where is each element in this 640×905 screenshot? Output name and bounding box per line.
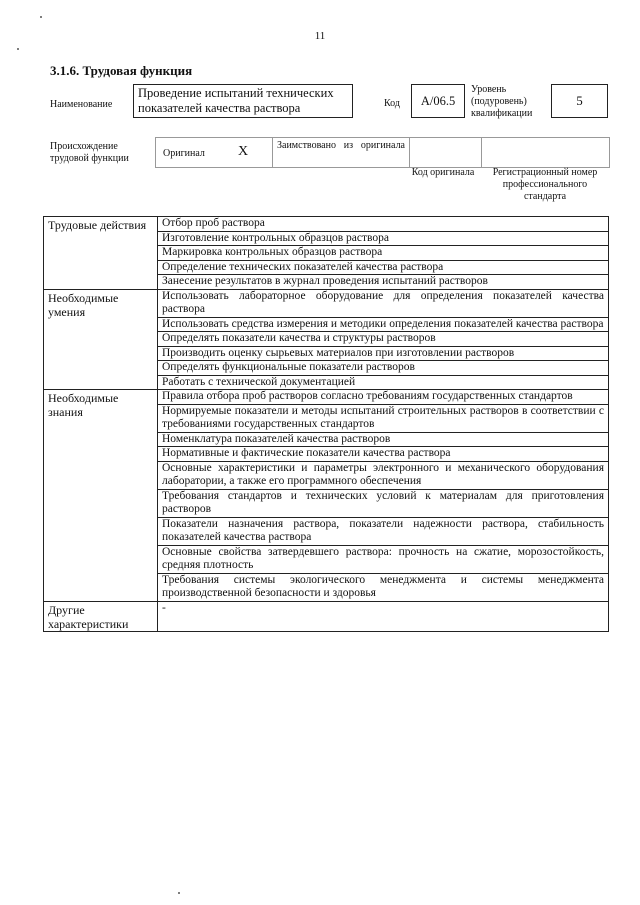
original-label: Оригинал bbox=[163, 148, 205, 159]
table-cell: Требования системы экологического менеджмента и системы менеджмента производственной безопасности и здоровья bbox=[158, 573, 609, 601]
table-cell: Определять функциональные показатели растворов bbox=[158, 361, 609, 376]
original-mark: X bbox=[238, 144, 249, 159]
borrowed-label: Заимствовано из оригинала bbox=[277, 140, 405, 151]
table-cell: Использовать средства измерения и методики определения показателей качества раствора bbox=[158, 317, 609, 332]
table-cell: Производить оценку сырьевых материалов при изготовлении растворов bbox=[158, 346, 609, 361]
table-cell: Занесение результатов в журнал проведения испытаний растворов bbox=[158, 275, 609, 290]
group-label: Необходимые умения bbox=[44, 289, 158, 390]
group-label: Трудовые действия bbox=[44, 217, 158, 290]
code-original-label: Код оригинала bbox=[411, 167, 475, 178]
divider bbox=[481, 137, 482, 168]
function-name-box bbox=[133, 84, 353, 118]
origin-label: Происхождение трудовой функции bbox=[50, 141, 129, 164]
scan-dot bbox=[17, 48, 19, 50]
name-label: Наименование bbox=[50, 99, 113, 110]
table-row bbox=[44, 601, 609, 631]
table-cell: Основные свойства затвердевшего раствора: прочность на сжатие, морозостойкость, средняя плотность bbox=[158, 545, 609, 573]
table-cell: Нормативные и фактические показатели качества раствора bbox=[158, 447, 609, 462]
table-cell: Нормируемые показатели и методы испытаний строительных растворов в соответствии с требованиями государственных стандартов bbox=[158, 404, 609, 432]
table-row bbox=[44, 217, 609, 232]
section-title: 3.1.6. Трудовая функция bbox=[50, 63, 193, 78]
table-cell: Изготовление контрольных образцов раствора bbox=[158, 231, 609, 246]
code-value: A/06.5 bbox=[420, 94, 456, 108]
table-cell: - bbox=[158, 601, 609, 631]
table-row bbox=[44, 289, 609, 317]
table-cell: Правила отбора проб растворов согласно требованиям государственных стандартов bbox=[158, 390, 609, 405]
table-cell: Номенклатура показателей качества растворов bbox=[158, 432, 609, 447]
table-cell: Показатели назначения раствора, показатели надежности раствора, стабильность показателей качества раствора bbox=[158, 517, 609, 545]
group-label: Другие характеристики bbox=[44, 601, 158, 631]
level-label: Уровень (подуровень) квалификации bbox=[471, 84, 533, 119]
table-cell: Маркировка контрольных образцов раствора bbox=[158, 246, 609, 261]
table-cell: Работать с технической документацией bbox=[158, 375, 609, 390]
code-box bbox=[411, 84, 465, 118]
group-label: Необходимые знания bbox=[44, 390, 158, 602]
table-cell: Определять показатели качества и структуры растворов bbox=[158, 332, 609, 347]
scan-dot bbox=[40, 16, 42, 18]
table-cell: Определение технических показателей качества раствора bbox=[158, 260, 609, 275]
level-box bbox=[551, 84, 608, 118]
level-value: 5 bbox=[576, 93, 583, 108]
divider bbox=[409, 137, 410, 168]
scan-dot bbox=[178, 892, 180, 894]
page-number: 11 bbox=[314, 30, 326, 42]
reg-number-label: Регистрационный номер профессионального стандарта bbox=[492, 167, 598, 202]
table-cell: Требования стандартов и технических условий к материалам для приготовления растворов bbox=[158, 489, 609, 517]
competency-table bbox=[43, 216, 609, 632]
table-cell: Отбор проб раствора bbox=[158, 217, 609, 232]
table-cell: Основные характеристики и параметры электронного и механического оборудования лаборатории, а также его программного обеспечения bbox=[158, 461, 609, 489]
table-cell: Использовать лабораторное оборудование для определения показателей качества раствора bbox=[158, 289, 609, 317]
function-name: Проведение испытаний технических показателей качества раствора bbox=[138, 86, 334, 115]
table-row bbox=[44, 390, 609, 405]
divider bbox=[272, 137, 273, 168]
code-label: Код bbox=[384, 98, 400, 109]
